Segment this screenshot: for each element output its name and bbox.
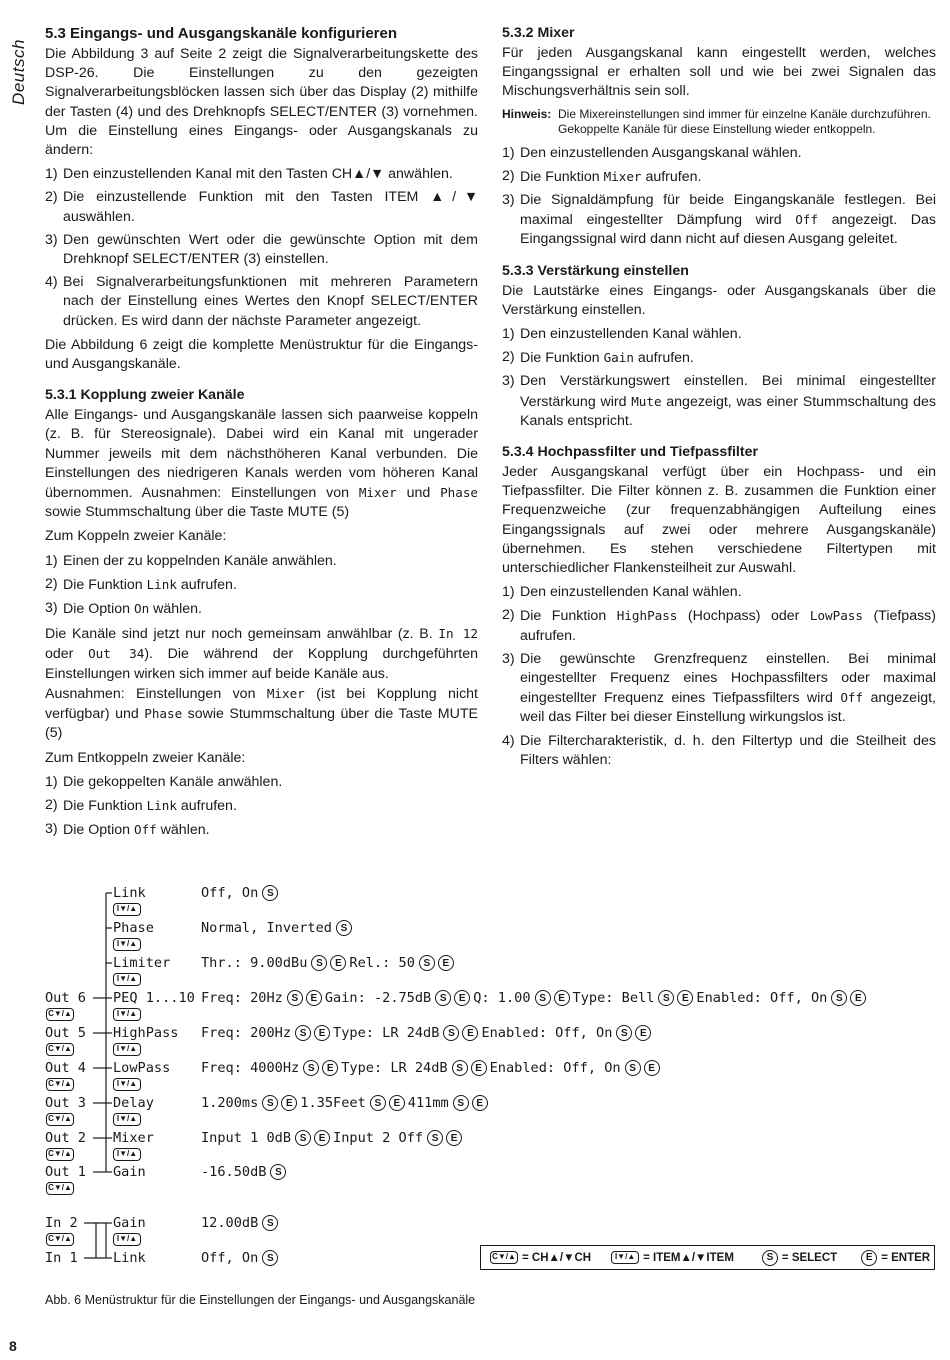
item-nav-icon: I▼/▲ — [113, 1008, 141, 1021]
list-item: 2) Die Funktion HighPass (Hochpass) oder LowPass (Tiefpass) aufrufen. — [502, 607, 937, 644]
select-icon: S — [419, 955, 435, 971]
list-item: 1) Einen der zu koppelnden Kanäle anwählen. — [45, 552, 337, 569]
legend-ch: C▼/▲ = CH▲/▼CH — [490, 1251, 591, 1264]
value-text: Input 1 0dB — [201, 1130, 292, 1146]
enter-icon: E — [462, 1025, 478, 1041]
paragraph: Die Abbildung 6 zeigt die komplette Menüstruktur für die Eingangs- und Ausgangskanäle. — [45, 336, 478, 373]
value-text: Enabled: Off, On — [696, 990, 828, 1006]
select-icon: S — [336, 920, 352, 936]
section-heading-5-3-3: 5.3.3 Verstärkung einstellen — [502, 262, 689, 279]
function-label: Gain — [113, 1215, 146, 1231]
value-text: Gain: -2.75dB — [324, 990, 432, 1006]
value-row — [201, 990, 869, 1006]
select-icon: S — [303, 1060, 319, 1076]
value-text: Thr.: 9.00dBu — [201, 955, 308, 971]
ch-nav-icon: C▼/▲ — [46, 1113, 74, 1126]
enter-icon: E — [446, 1130, 462, 1146]
ch-nav-icon: C▼/▲ — [46, 1182, 74, 1195]
value-row — [201, 1130, 465, 1146]
enter-icon: E — [306, 990, 322, 1006]
item-nav-icon: I▼/▲ — [113, 1148, 141, 1161]
list-item: 1) Die gekoppelten Kanäle anwählen. — [45, 773, 283, 790]
input-channel-label: In 1 — [45, 1250, 78, 1266]
function-label: Phase — [113, 920, 154, 936]
value-row — [201, 1060, 663, 1076]
value-row — [201, 1095, 491, 1111]
select-icon: S — [262, 1215, 278, 1231]
paragraph: Alle Eingangs- und Ausgangskanäle lassen sich paarweise koppeln (z. B. für Stereosignale). Dabei wird ein Kanal mit ungerader Nummer jeweils mit dem nächsthöheren Kanal verbunden. Die Einstellungen des niedrigeren Kanals werden vom höheren Kanal übernommen. Ausnahmen: Einstellungen von Mixer und Phase sowie Stummschaltung über die Taste MUTE (5) — [45, 407, 478, 521]
ch-nav-icon: C▼/▲ — [46, 1148, 74, 1161]
select-icon: S — [831, 990, 847, 1006]
value-text: Off, On — [201, 1250, 259, 1266]
list-item: 3) Die gewünschte Grenzfrequenz einstellen. Bei minimal eingestellter Frequenz eines Hochpassfilters oder maximal eingestellter Frequenz eines Tiefpassfilters wird Off angezeigt, weil das Filter bei dieser Einstellung wirkungslos ist. — [502, 650, 936, 726]
select-icon: S — [311, 955, 327, 971]
select-icon: S — [262, 1250, 278, 1266]
value-text: 1.200ms — [201, 1095, 259, 1111]
select-icon: S — [435, 990, 451, 1006]
note: Hinweis: Die Mixereinstellungen sind immer für einzelne Kanäle durchzuführen. Gekoppelte Kanäle für diese Einstellung wieder entkoppeln. — [502, 106, 931, 136]
value-text: Enabled: Off, On — [481, 1025, 613, 1041]
enter-icon: E — [281, 1095, 297, 1111]
list-item: 3) Den gewünschten Wert oder die gewünschte Option mit dem Drehknopf SELECT/ENTER (3) einstellen. — [45, 231, 478, 268]
select-icon: S — [616, 1025, 632, 1041]
list-item: 3) Die Signaldämpfung für beide Eingangskanäle festlegen. Bei maximal eingestellter Dämpfung wird Off angezeigt. Das Eingangssignal wird dann nicht auf diesen Ausgang geleitet. — [502, 192, 936, 248]
value-text: Input 2 Off — [333, 1130, 424, 1146]
legend-select: S = SELECT — [762, 1250, 837, 1266]
list-item: 3) Die Option Off wählen. — [45, 821, 210, 839]
enter-icon: E — [635, 1025, 651, 1041]
value-text: Enabled: Off, On — [489, 1060, 621, 1076]
value-text: Rel.: 50 — [349, 955, 415, 971]
function-label: LowPass — [113, 1060, 171, 1076]
value-text: Q: 1.00 — [473, 990, 531, 1006]
output-channel-label: Out 2 — [45, 1130, 86, 1146]
output-channel-label: Out 1 — [45, 1164, 86, 1180]
list-item: 3) Die Option On wählen. — [45, 600, 202, 618]
select-icon: S — [535, 990, 551, 1006]
list-item: 1) Den einzustellenden Kanal mit den Tasten CH▲/▼ anwählen. — [45, 166, 453, 183]
function-label: Limiter — [113, 955, 171, 971]
paragraph: Die Lautstärke eines Eingangs- oder Ausgangskanals über die Verstärkung einstellen. — [502, 282, 936, 318]
select-icon: S — [625, 1060, 641, 1076]
ch-nav-icon: C▼/▲ — [46, 1043, 74, 1056]
figure-caption: Abb. 6 Menüstruktur für die Einstellungen der Eingangs- und Ausgangskanäle — [45, 1293, 476, 1307]
paragraph: Zum Entkoppeln zweier Kanäle: — [45, 749, 246, 766]
function-label: Mixer — [113, 1130, 154, 1146]
value-text: 1.35Feet — [300, 1095, 366, 1111]
section-heading-5-3-2: 5.3.2 Mixer — [502, 25, 575, 41]
value-row — [201, 885, 281, 901]
enter-icon: E — [330, 955, 346, 971]
value-text: Type: LR 24dB — [341, 1060, 448, 1076]
enter-icon: E — [850, 990, 866, 1006]
value-row — [201, 1164, 289, 1180]
value-text: Freq: 4000Hz — [201, 1060, 300, 1076]
enter-icon: E — [677, 990, 693, 1006]
output-channel-label: Out 5 — [45, 1025, 86, 1041]
function-label: Link — [113, 1250, 146, 1266]
paragraph: Die Abbildung 3 auf Seite 2 zeigt die Signalverarbeitungskette des DSP-26. Die Einstellungen zu den gezeigten Signalverarbeitungsblöcken lassen sich über das Display (2) mithilfe der Tasten (4) und des Drehknopfs SELECT/ENTER (3) vornehmen. Um die Einstellung eines Eingangs- oder Ausgangskanals zu ändern: — [45, 46, 478, 159]
select-icon: S — [427, 1130, 443, 1146]
enter-icon: E — [861, 1250, 877, 1266]
paragraph: Die Kanäle sind jetzt nur noch gemeinsam anwählbar (z. B. In 12 oder Out 34). Die während der Kopplung durchgeführten Einstellungen wirken sich immer auf beide Kanäle aus. — [45, 626, 478, 682]
section-heading-5-3-1: 5.3.1 Kopplung zweier Kanäle — [45, 387, 245, 404]
value-text: Type: Bell — [572, 990, 655, 1006]
item-nav-icon: I▼/▲ — [113, 903, 141, 916]
enter-icon: E — [314, 1130, 330, 1146]
item-nav-icon: I▼/▲ — [113, 938, 141, 951]
value-text: Freq: 20Hz — [201, 990, 283, 1006]
list-item: 3) Den Verstärkungswert einstellen. Bei minimal eingestellter Verstärkung wird Mute angezeigt, was einer Stummschaltung des Kanals entspricht. — [502, 373, 937, 429]
paragraph: Für jeden Ausgangskanal kann eingestellt werden, welches Eingangssignal er erhalten soll und wie bei zwei Signalen das Mischungsverhältnis sein soll. — [502, 45, 936, 100]
list-item: 2) Die Funktion Link aufrufen. — [45, 796, 237, 814]
enter-icon: E — [554, 990, 570, 1006]
diagram-legend — [480, 1245, 935, 1270]
paragraph: Ausnahmen: Einstellungen von Mixer (ist bei Kopplung nicht verfügbar) und Phase sowie Stummschaltung über die Taste MUTE (5) — [45, 685, 479, 742]
value-row — [201, 955, 457, 971]
ch-nav-icon: C▼/▲ — [46, 1233, 74, 1246]
list-item: 2) Die einzustellende Funktion mit den Tasten ITEM ▲/▼ auswählen. — [45, 189, 478, 225]
input-channel-label: In 2 — [45, 1215, 78, 1231]
output-channel-label: Out 3 — [45, 1095, 86, 1111]
item-nav-icon: I▼/▲ — [113, 1078, 141, 1091]
language-side-label: Deutsch — [9, 39, 28, 105]
item-nav-icon: I▼/▲ — [611, 1251, 639, 1264]
enter-icon: E — [644, 1060, 660, 1076]
select-icon: S — [453, 1095, 469, 1111]
paragraph: Zum Koppeln zweier Kanäle: — [45, 528, 227, 545]
list-item: 1) Den einzustellenden Kanal wählen. — [502, 326, 742, 343]
select-icon: S — [295, 1025, 311, 1041]
function-label: Link — [113, 885, 146, 901]
select-icon: S — [262, 885, 278, 901]
select-icon: S — [370, 1095, 386, 1111]
value-text: 12.00dB — [201, 1215, 259, 1231]
select-icon: S — [295, 1130, 311, 1146]
enter-icon: E — [471, 1060, 487, 1076]
enter-icon: E — [438, 955, 454, 971]
page-number: 8 — [9, 1338, 17, 1354]
list-item: 2) Die Funktion Gain aufrufen. — [502, 349, 694, 367]
output-channel-label: Out 4 — [45, 1060, 86, 1076]
value-text: 411mm — [407, 1095, 449, 1111]
ch-nav-icon: C▼/▲ — [46, 1008, 74, 1021]
value-row — [201, 1025, 654, 1041]
value-row — [201, 1250, 281, 1266]
select-icon: S — [443, 1025, 459, 1041]
select-icon: S — [287, 990, 303, 1006]
select-icon: S — [452, 1060, 468, 1076]
select-icon: S — [658, 990, 674, 1006]
enter-icon: E — [472, 1095, 488, 1111]
value-row — [201, 920, 355, 936]
list-item: 1) Den einzustellenden Ausgangskanal wählen. — [502, 144, 802, 161]
ch-nav-icon: C▼/▲ — [46, 1078, 74, 1091]
value-text: Freq: 200Hz — [201, 1025, 292, 1041]
output-channel-label: Out 6 — [45, 990, 86, 1006]
select-icon: S — [762, 1250, 778, 1266]
enter-icon: E — [454, 990, 470, 1006]
select-icon: S — [270, 1164, 286, 1180]
list-item: 2) Die Funktion Mixer aufrufen. — [502, 167, 702, 185]
value-text: -16.50dB — [201, 1164, 267, 1180]
value-text: Off, On — [201, 885, 259, 901]
item-nav-icon: I▼/▲ — [113, 1113, 141, 1126]
item-nav-icon: I▼/▲ — [113, 973, 141, 986]
paragraph: Jeder Ausgangskanal verfügt über ein Hochpass- und ein Tiefpassfilter. Die Filter können z. B. zusammen die Funktion einer Frequenzweiche (zur frequenzabhängigen Aufteilung eines Eingangssignals auf zwei oder mehrere Ausgangskanäle) übernehmen. Es stehen verschiedene Filtertypen mit unterschiedlicher Flankensteilheit zur Auswahl. — [502, 464, 936, 577]
enter-icon: E — [322, 1060, 338, 1076]
value-text: Type: LR 24dB — [333, 1025, 440, 1041]
function-label: PEQ 1...10 — [113, 990, 195, 1006]
function-label: Gain — [113, 1164, 146, 1180]
section-heading-5-3: 5.3 Eingangs- und Ausgangskanäle konfigurieren — [45, 25, 398, 42]
list-item: 4) Bei Signalverarbeitungsfunktionen mit mehreren Parametern nach der Einstellung eines Wertes den Knopf SELECT/ENTER drücken. Es wird dann der nächste Parameter angezeigt. — [45, 274, 478, 329]
item-nav-icon: I▼/▲ — [113, 1233, 141, 1246]
legend-item: I▼/▲ = ITEM▲/▼ITEM — [611, 1251, 734, 1264]
list-item: 4) Die Filtercharakteristik, d. h. den Filtertyp und die Steilheit des Filters wählen: — [502, 732, 936, 768]
enter-icon: E — [389, 1095, 405, 1111]
function-label: HighPass — [113, 1025, 179, 1041]
select-icon: S — [262, 1095, 278, 1111]
legend-enter: E = ENTER — [861, 1250, 930, 1266]
value-row — [201, 1215, 281, 1231]
function-label: Delay — [113, 1095, 154, 1111]
list-item: 2) Die Funktion Link aufrufen. — [45, 575, 237, 593]
ch-nav-icon: C▼/▲ — [490, 1251, 518, 1264]
value-text: Normal, Inverted — [201, 920, 332, 936]
enter-icon: E — [314, 1025, 330, 1041]
item-nav-icon: I▼/▲ — [113, 1043, 141, 1056]
section-heading-5-3-4: 5.3.4 Hochpassfilter und Tiefpassfilter — [502, 444, 758, 461]
list-item: 1) Den einzustellenden Kanal wählen. — [502, 584, 742, 601]
